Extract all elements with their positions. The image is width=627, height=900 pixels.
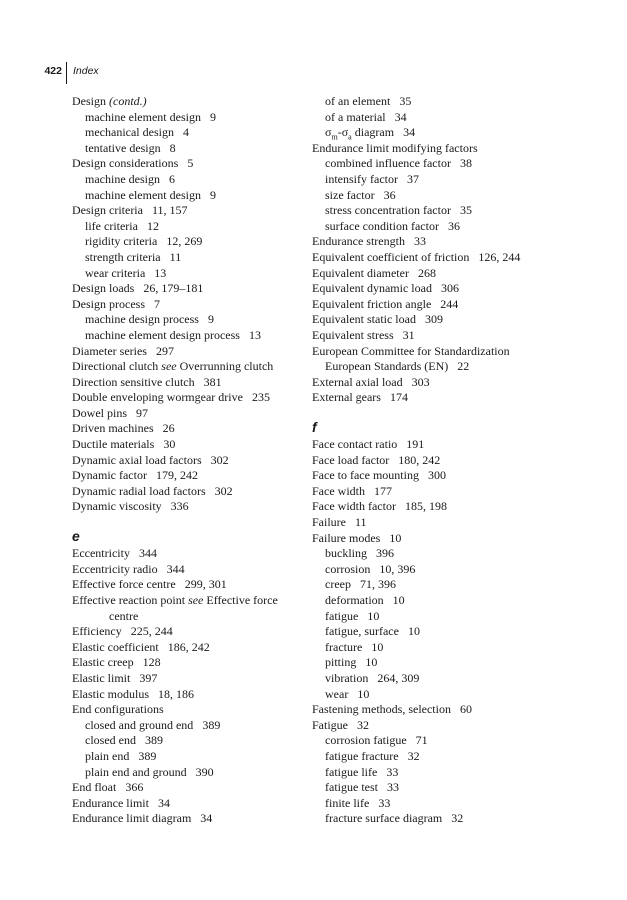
index-entry: [72, 203, 322, 219]
entry-term: finite life: [325, 795, 370, 810]
entry-term: Face load factor: [312, 452, 390, 467]
entry-term: machine design: [85, 171, 160, 186]
page-references: 36: [447, 218, 460, 233]
header-divider: [66, 62, 67, 84]
index-entry: [72, 593, 322, 609]
index-entry: [72, 297, 322, 313]
page-references: 268: [417, 265, 436, 280]
page-references: 10: [365, 655, 378, 670]
index-subentry: [312, 546, 562, 562]
section-letter: f: [312, 419, 317, 436]
page-references: 128: [142, 655, 161, 670]
page-references: 174: [389, 390, 408, 405]
index-entry: [312, 266, 562, 282]
cross-reference-target: Overrunning clutch: [179, 359, 274, 374]
page-references: 300: [427, 468, 446, 483]
page-references: 32: [407, 748, 420, 763]
page-references: 11, 157: [151, 203, 188, 218]
section-letter: e: [72, 528, 80, 545]
index-subentry: [312, 110, 562, 126]
sigma-symbol: σ: [341, 125, 349, 140]
entry-term: Driven machines: [72, 421, 154, 436]
entry-term: End configurations: [72, 702, 164, 717]
entry-term: vibration: [325, 670, 369, 685]
index-subentry: [312, 796, 562, 812]
entry-term: Dowel pins: [72, 405, 127, 420]
subscript: a: [348, 132, 352, 142]
entry-term: centre: [109, 608, 139, 623]
index-entry: [72, 811, 322, 827]
entry-term: plain end: [85, 748, 130, 763]
page-references: 225, 244: [130, 624, 173, 639]
index-entry: [312, 453, 562, 469]
page-references: 7: [153, 296, 160, 311]
page-references: 179, 242: [155, 468, 198, 483]
index-entry: [72, 577, 322, 593]
entry-term: Eccentricity: [72, 546, 130, 561]
index-entry: [72, 624, 322, 640]
entry-term: Dynamic factor: [72, 468, 147, 483]
index-entry: [312, 531, 562, 547]
index-subentry: [312, 609, 562, 625]
page-references: 12, 269: [166, 234, 203, 249]
entry-term: fatigue, surface: [325, 624, 399, 639]
index-subentry: [72, 250, 322, 266]
entry-term: corrosion: [325, 561, 371, 576]
page-references: 180, 242: [398, 452, 441, 467]
index-entry: [72, 437, 322, 453]
entry-term: Elastic modulus: [72, 686, 149, 701]
entry-term: life criteria: [85, 218, 138, 233]
entry-term: closed end: [85, 733, 136, 748]
entry-term: Equivalent static load: [312, 312, 416, 327]
index-subentry: [312, 219, 562, 235]
page-references: 11: [355, 515, 367, 530]
entry-term: Equivalent friction angle: [312, 296, 432, 311]
entry-term: Endurance limit: [72, 795, 149, 810]
index-entry: [312, 702, 562, 718]
page-references: 10: [357, 686, 370, 701]
page-references: 34: [200, 811, 213, 826]
index-entry: [72, 94, 322, 110]
index-entry: [72, 390, 322, 406]
entry-term: Elastic limit: [72, 670, 131, 685]
index-subentry: [72, 266, 322, 282]
page-references: 9: [209, 109, 216, 124]
index-entry: [72, 655, 322, 671]
page-references: 5: [187, 156, 194, 171]
entry-term: Directional clutch: [72, 359, 159, 374]
index-subentry: [72, 125, 322, 141]
page-references: 26: [162, 421, 175, 436]
page-references: 396: [376, 546, 394, 561]
entry-term: Double enveloping wormgear drive: [72, 390, 243, 405]
page-references: 297: [155, 343, 174, 358]
page-references: 344: [138, 546, 157, 561]
entry-term: fatigue test: [325, 780, 378, 795]
entry-term: Eccentricity radio: [72, 561, 158, 576]
page-references: 11: [169, 249, 182, 264]
page-references: 22: [457, 359, 470, 374]
index-subentry: [312, 188, 562, 204]
entry-term: Face to face mounting: [312, 468, 419, 483]
index-entry: [72, 453, 322, 469]
index-subentry: [312, 577, 562, 593]
page-number: 422: [44, 65, 62, 77]
index-entry-continuation: [72, 609, 322, 625]
index-subentry: [312, 749, 562, 765]
page-references: 71, 396: [359, 577, 396, 592]
entry-term: machine element design: [85, 109, 201, 124]
index-subentry: [312, 780, 562, 796]
page-references: 8: [169, 140, 176, 155]
index-entry: [72, 468, 322, 484]
page-references: 35: [399, 94, 412, 108]
index-subentry: [72, 733, 322, 749]
entry-term: fatigue fracture: [325, 748, 399, 763]
index-entry: [72, 546, 322, 562]
page-references: 10: [389, 530, 402, 545]
page-references: 389: [144, 733, 163, 748]
index-subentry: [312, 593, 562, 609]
index-entry: [72, 421, 322, 437]
page-references: 30: [163, 437, 176, 452]
index-entry: [312, 344, 562, 360]
page-references: 126, 244: [478, 249, 521, 264]
entry-term: machine element design process: [85, 327, 240, 342]
entry-term: Design criteria: [72, 203, 143, 218]
subscript: m: [331, 132, 338, 142]
page-references: 302: [214, 483, 233, 498]
page-references: 10: [392, 593, 405, 607]
index-subentry: [72, 188, 322, 204]
index-entry: [72, 562, 322, 578]
page-references: 185, 198: [404, 499, 447, 514]
page-references: 10: [371, 639, 384, 654]
page-references: 366: [125, 780, 144, 795]
entry-term: Design considerations: [72, 156, 179, 171]
running-title: Index: [73, 65, 99, 77]
entry-term: strength criteria: [85, 249, 161, 264]
index-subentry: [72, 718, 322, 734]
page-references: 264, 309: [377, 670, 420, 685]
index-subentry: [312, 811, 562, 827]
index-entry: [72, 156, 322, 172]
page-references: 381: [203, 374, 222, 389]
page-references: 9: [207, 312, 214, 327]
entry-term: Equivalent diameter: [312, 265, 409, 280]
entry-term: wear: [325, 686, 349, 701]
page-references: 302: [210, 452, 229, 467]
index-subentry: [312, 156, 562, 172]
page-references: 33: [413, 234, 426, 249]
entry-term: tentative design: [85, 140, 161, 155]
cross-reference-target: Effective force: [206, 593, 278, 607]
page-references: 34: [157, 795, 170, 810]
dash: -: [337, 125, 342, 140]
page-references: 37: [406, 171, 419, 186]
index-subentry: [72, 172, 322, 188]
page-references: 34: [394, 109, 407, 124]
page-references: 38: [459, 156, 472, 171]
entry-term: External axial load: [312, 374, 403, 389]
page-references: 244: [440, 296, 459, 311]
entry-term: Equivalent stress: [312, 327, 394, 342]
entry-term: of a material: [325, 109, 386, 124]
index-entry: [72, 780, 322, 796]
page-references: 13: [248, 327, 261, 342]
index-subentry: [72, 749, 322, 765]
page-references: 299, 301: [184, 577, 227, 592]
page-references: 35: [459, 203, 472, 218]
entry-term: fatigue: [325, 608, 359, 623]
index-entry: [72, 796, 322, 812]
entry-term: Failure modes: [312, 530, 381, 545]
index-subentry: [312, 687, 562, 703]
cross-reference-marker: see: [161, 359, 177, 374]
entry-term: Direction sensitive clutch: [72, 374, 195, 389]
index-subentry: [312, 624, 562, 640]
page-references: 36: [383, 187, 396, 202]
entry-term: size factor: [325, 187, 375, 202]
index-subentry: [312, 203, 562, 219]
index-entry: [72, 671, 322, 687]
index-entry: [72, 359, 322, 375]
index-subentry: [312, 640, 562, 656]
entry-term: plain end and ground: [85, 764, 187, 779]
page-references: 32: [451, 811, 464, 826]
index-entry: [72, 406, 322, 422]
entry-term: Fastening methods, selection: [312, 702, 451, 717]
page-references: 303: [411, 374, 430, 389]
index-entry: [312, 515, 562, 531]
entry-term: closed and ground end: [85, 717, 194, 732]
page-references: 389: [138, 748, 157, 763]
cross-reference-marker: see: [188, 593, 204, 607]
page-references: 33: [386, 780, 399, 795]
entry-term: Design loads: [72, 281, 135, 296]
index-subentry: [312, 562, 562, 578]
index-entry: [312, 328, 562, 344]
entry-term: European Committee for Standardization: [312, 343, 510, 358]
entry-term: combined influence factor: [325, 156, 451, 171]
entry-term: machine element design: [85, 187, 201, 202]
page-references: 177: [374, 483, 392, 498]
entry-term: Design process: [72, 296, 145, 311]
page-references: 18, 186: [158, 686, 194, 701]
page-references: 12: [146, 218, 159, 233]
entry-term: European Standards (EN): [325, 359, 449, 374]
entry-term: Fatigue: [312, 717, 348, 732]
page-references: 4: [182, 125, 189, 140]
index-entry: [72, 344, 322, 360]
index-entry: [312, 312, 562, 328]
entry-term: Dynamic viscosity: [72, 499, 162, 514]
entry-term: fracture: [325, 639, 363, 654]
index-subentry: [312, 359, 562, 375]
index-subentry: [72, 234, 322, 250]
index-subentry: [312, 94, 562, 110]
entry-term: fracture surface diagram: [325, 811, 443, 826]
entry-term: Failure: [312, 515, 346, 530]
index-entry: [312, 281, 562, 297]
index-subentry: [312, 671, 562, 687]
page-references: 9: [209, 187, 216, 202]
page-references: 32: [357, 717, 369, 732]
index-subentry: [72, 312, 322, 328]
entry-term: mechanical design: [85, 125, 174, 140]
page-references: 33: [386, 764, 399, 779]
entry-term: Equivalent dynamic load: [312, 281, 432, 296]
entry-term: Efficiency: [72, 624, 122, 639]
index-entry: [72, 281, 322, 297]
entry-term: Endurance strength: [312, 234, 405, 249]
entry-term: Equivalent coefficient of friction: [312, 249, 470, 264]
index-entry: [312, 468, 562, 484]
index-entry: [312, 390, 562, 406]
entry-term: Endurance limit diagram: [72, 811, 192, 826]
index-column-left: [72, 94, 322, 827]
index-subentry: [72, 219, 322, 235]
entry-term: External gears: [312, 390, 381, 405]
page-references: 10: [407, 624, 420, 639]
entry-term: Endurance limit modifying factors: [312, 140, 478, 155]
index-entry: [72, 484, 322, 500]
page-references: 186, 242: [167, 639, 210, 654]
entry-term: intensify factor: [325, 171, 398, 186]
index-entry: [312, 437, 562, 453]
entry-term: fatigue life: [325, 764, 378, 779]
entry-term: creep: [325, 577, 351, 592]
index-entry: [312, 718, 562, 734]
page-references: 60: [459, 702, 472, 717]
entry-term: Diameter series: [72, 343, 147, 358]
index-subentry: [72, 328, 322, 344]
index-entry: [312, 250, 562, 266]
entry-term: pitting: [325, 655, 357, 670]
page-references: 97: [136, 405, 148, 420]
page-references: 309: [424, 312, 443, 327]
entry-term: Ductile materials: [72, 437, 155, 452]
entry-term: deformation: [325, 593, 384, 607]
index-entry: [312, 297, 562, 313]
page-references: 10, 396: [379, 561, 416, 576]
index-entry: [312, 484, 562, 500]
index-subentry: [312, 125, 562, 141]
index-subentry: [312, 172, 562, 188]
page-references: 31: [402, 327, 415, 342]
index-entry: [72, 702, 322, 718]
entry-term: Face width: [312, 483, 365, 498]
page-references: 71: [415, 733, 428, 748]
index-subentry: [72, 141, 322, 157]
index-subentry: [312, 765, 562, 781]
page-references: 13: [154, 265, 167, 280]
entry-term: of an element: [325, 94, 391, 108]
entry-term: surface condition factor: [325, 218, 439, 233]
entry-term: buckling: [325, 546, 367, 561]
page-references: 336: [170, 499, 189, 514]
entry-term: End float: [72, 780, 117, 795]
index-entry: [312, 499, 562, 515]
index-subentry: [312, 733, 562, 749]
page-references: 344: [166, 561, 185, 576]
entry-term: Dynamic radial load factors: [72, 483, 206, 498]
cross-reference-marker: (contd.): [109, 94, 147, 108]
index-entry: [72, 375, 322, 391]
index-subentry: [72, 110, 322, 126]
page-references: 6: [168, 171, 175, 186]
index-column-right: [312, 94, 562, 827]
entry-term: Design: [72, 94, 106, 108]
entry-term: wear criteria: [85, 265, 146, 280]
index-subentry: [312, 655, 562, 671]
entry-term: rigidity criteria: [85, 234, 158, 249]
index-entry: [312, 234, 562, 250]
index-entry: [312, 141, 562, 157]
entry-term: Elastic creep: [72, 655, 134, 670]
entry-term: Face width factor: [312, 499, 396, 514]
entry-term: machine design process: [85, 312, 199, 327]
page-references: 397: [139, 670, 158, 685]
entry-term: Effective reaction point: [72, 593, 186, 607]
index-entry: [72, 687, 322, 703]
entry-term: diagram: [351, 125, 395, 140]
page-references: 26, 179–181: [143, 281, 204, 296]
entry-term: corrosion fatigue: [325, 733, 407, 748]
index-entry: [312, 375, 562, 391]
entry-term: Dynamic axial load factors: [72, 452, 202, 467]
index-entry: [72, 640, 322, 656]
page-references: 33: [378, 795, 391, 810]
entry-term: Elastic coefficient: [72, 639, 159, 654]
page-references: 306: [440, 281, 459, 296]
page-references: 191: [406, 437, 425, 452]
page-references: 34: [403, 125, 416, 140]
sigma-symbol: σ: [325, 125, 332, 140]
entry-term: Face contact ratio: [312, 437, 398, 452]
index-entry: [72, 499, 322, 515]
entry-term: stress concentration factor: [325, 203, 451, 218]
page-references: 235: [251, 390, 270, 405]
page-references: 10: [367, 608, 380, 623]
page-references: 390: [195, 764, 214, 779]
entry-term: Effective force centre: [72, 577, 176, 592]
page-references: 389: [202, 717, 221, 732]
index-subentry: [72, 765, 322, 781]
